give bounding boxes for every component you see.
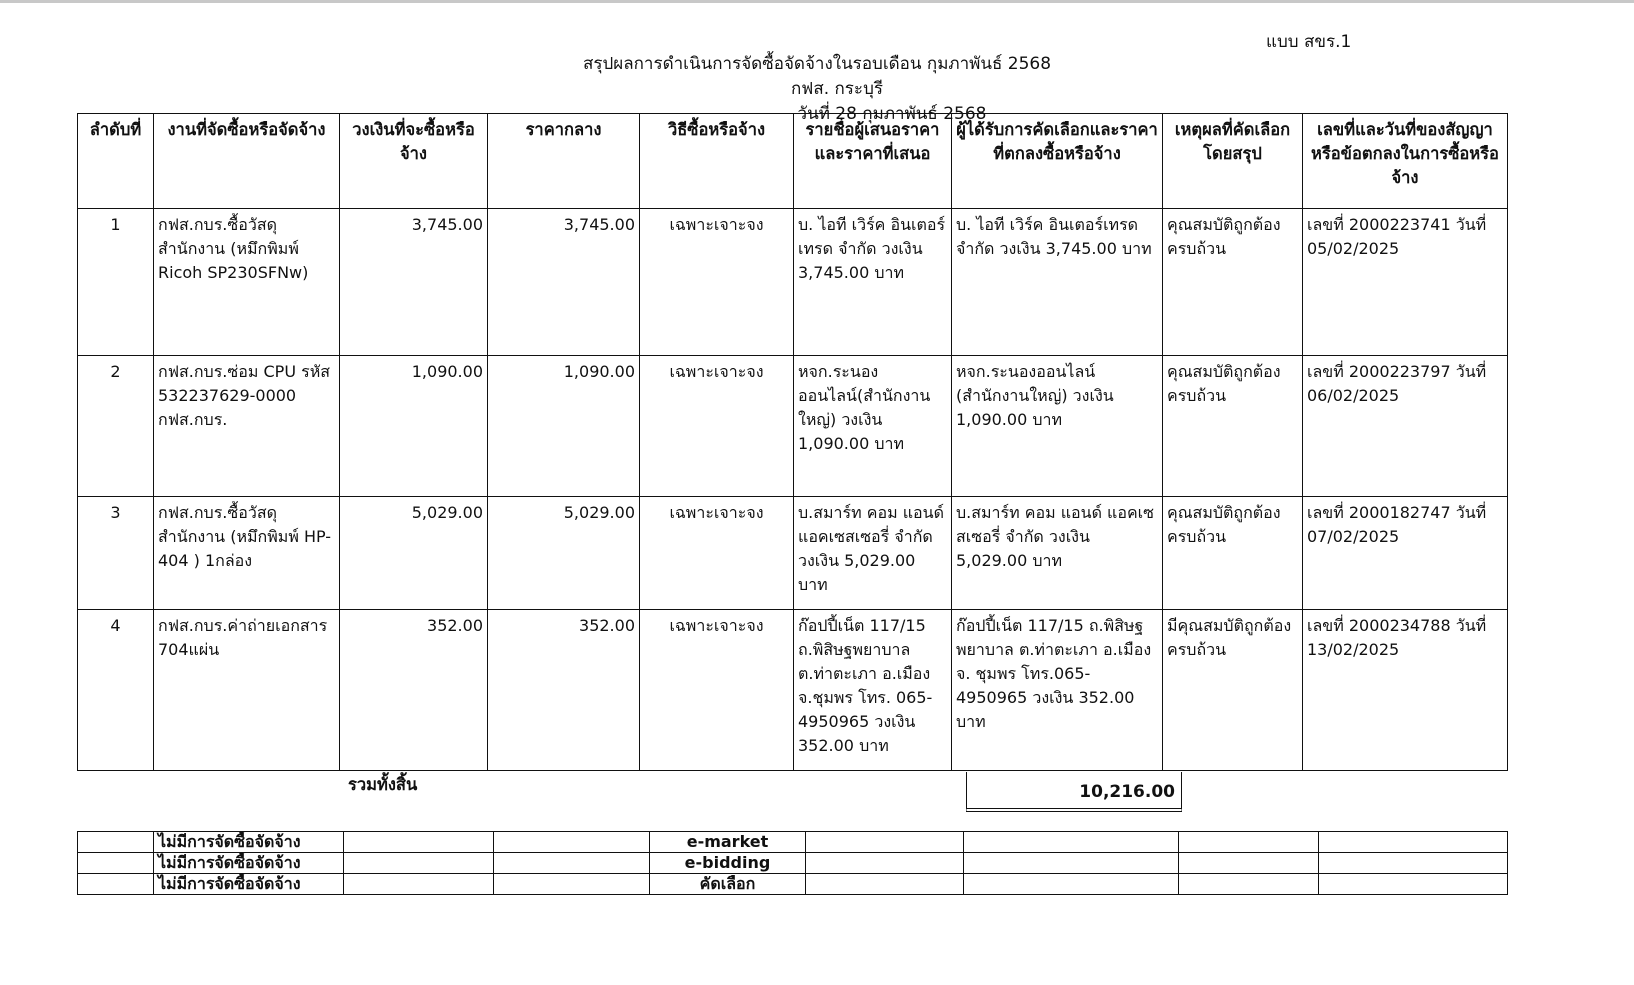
summary-row <box>78 874 1508 895</box>
row-reason: คุณสมบัติถูกต้องครบถ้วน <box>1163 209 1303 356</box>
form-code: แบบ สขร.1 <box>1266 32 1352 52</box>
col-header-contract: เลขที่และวันที่ของสัญญาหรือข้อตกลงในการซื้อหรือจ้าง <box>1303 114 1508 209</box>
col-header-reason: เหตุผลที่คัดเลือกโดยสรุป <box>1163 114 1303 209</box>
row-budget: 352.00 <box>340 610 488 771</box>
table-header-row <box>78 114 1508 209</box>
table-row <box>78 610 1508 771</box>
col-header-median-price: ราคากลาง <box>488 114 640 209</box>
summary-row <box>78 832 1508 853</box>
row-median-price: 5,029.00 <box>488 497 640 610</box>
row-reason: มีคุณสมบัติถูกต้องครบถ้วน <box>1163 610 1303 771</box>
row-contract: เลขที่ 2000182747 วันที่ 07/02/2025 <box>1303 497 1508 610</box>
row-reason: คุณสมบัติถูกต้องครบถ้วน <box>1163 356 1303 497</box>
col-header-no: ลำดับที่ <box>78 114 154 209</box>
col-header-item: งานที่จัดซื้อหรือจัดจ้าง <box>154 114 340 209</box>
row-winner: หจก.ระนองออนไลน์ (สำนักงานใหญ่) วงเงิน 1,090.00 บาท <box>952 356 1163 497</box>
row-item: กฟส.กบร.ซื้อวัสดุสำนักงาน (หมึกพิมพ์ HP-404 ) 1กล่อง <box>154 497 340 610</box>
row-median-price: 1,090.00 <box>488 356 640 497</box>
procurement-table <box>77 113 1508 771</box>
page-top-border <box>0 0 1634 3</box>
row-no: 3 <box>78 497 154 610</box>
summary-row <box>78 853 1508 874</box>
row-bidders: บ. ไอที เวิร์ค อินเตอร์เทรด จำกัด วงเงิน 3,745.00 บาท <box>794 209 952 356</box>
summary-label: ไม่มีการจัดซื้อจัดจ้าง <box>154 832 344 853</box>
row-median-price: 352.00 <box>488 610 640 771</box>
row-winner: บ.สมาร์ท คอม แอนด์ แอคเซสเซอรี่ จำกัด วงเงิน 5,029.00 บาท <box>952 497 1163 610</box>
col-header-winner: ผู้ได้รับการคัดเลือกและราคาที่ตกลงซื้อหรือจ้าง <box>952 114 1163 209</box>
row-budget: 1,090.00 <box>340 356 488 497</box>
method-summary-table <box>77 831 1508 895</box>
row-median-price: 3,745.00 <box>488 209 640 356</box>
row-contract: เลขที่ 2000234788 วันที่ 13/02/2025 <box>1303 610 1508 771</box>
title-date: วันที่ 28 กุมภาพันธ์ 2568 <box>797 104 987 124</box>
row-bidders: บ.สมาร์ท คอม แอนด์ แอคเซสเซอรี่ จำกัด วงเงิน 5,029.00 บาท <box>794 497 952 610</box>
row-winner: บ. ไอที เวิร์ค อินเตอร์เทรด จำกัด วงเงิน 3,745.00 บาท <box>952 209 1163 356</box>
title-line-1: สรุปผลการดำเนินการจัดซื้อจัดจ้างในรอบเดือน กุมภาพันธ์ 2568 <box>582 54 1052 74</box>
row-bidders: หจก.ระนองออนไลน์(สำนักงานใหญ่) วงเงิน 1,090.00 บาท <box>794 356 952 497</box>
col-header-budget: วงเงินที่จะซื้อหรือจ้าง <box>340 114 488 209</box>
row-item: กฟส.กบร.ค่าถ่ายเอกสาร 704แผ่น <box>154 610 340 771</box>
table-row <box>78 209 1508 356</box>
row-no: 4 <box>78 610 154 771</box>
total-label: รวมทั้งสิ้น <box>348 775 418 794</box>
row-bidders: ก๊อปปี้เน็ต 117/15 ถ.พิสิษฐพยาบาล ต.ท่าตะเภา อ.เมือง จ.ชุมพร โทร. 065-4950965 วงเงิน 352.00 บาท <box>794 610 952 771</box>
summary-method: e-market <box>650 832 806 853</box>
row-method: เฉพาะเจาะจง <box>640 356 794 497</box>
row-no: 1 <box>78 209 154 356</box>
row-item: กฟส.กบร.ซื้อวัสดุสำนักงาน (หมึกพิมพ์ Ricoh SP230SFNw) <box>154 209 340 356</box>
summary-method: คัดเลือก <box>650 874 806 895</box>
row-method: เฉพาะเจาะจง <box>640 497 794 610</box>
table-row <box>78 497 1508 610</box>
row-no: 2 <box>78 356 154 497</box>
row-reason: คุณสมบัติถูกต้องครบถ้วน <box>1163 497 1303 610</box>
table-row <box>78 356 1508 497</box>
title-line-2: กฟส. กระบุรี <box>791 79 883 99</box>
row-budget: 5,029.00 <box>340 497 488 610</box>
row-contract: เลขที่ 2000223797 วันที่ 06/02/2025 <box>1303 356 1508 497</box>
row-method: เฉพาะเจาะจง <box>640 610 794 771</box>
summary-label: ไม่มีการจัดซื้อจัดจ้าง <box>154 853 344 874</box>
row-budget: 3,745.00 <box>340 209 488 356</box>
summary-method: e-bidding <box>650 853 806 874</box>
col-header-method: วิธีซื้อหรือจ้าง <box>640 114 794 209</box>
row-item: กฟส.กบร.ซ่อม CPU รหัส 532237629-0000 กฟส.กบร. <box>154 356 340 497</box>
total-value: 10,216.00 <box>1079 782 1175 802</box>
summary-label: ไม่มีการจัดซื้อจัดจ้าง <box>154 874 344 895</box>
col-header-bidders: รายชื่อผู้เสนอราคาและราคาที่เสนอ <box>794 114 952 209</box>
row-winner: ก๊อปปี้เน็ต 117/15 ถ.พิสิษฐพยาบาล ต.ท่าตะเภา อ.เมือง จ. ชุมพร โทร.065-4950965 วงเงิน 352.00 บาท <box>952 610 1163 771</box>
total-box <box>966 772 1182 812</box>
row-method: เฉพาะเจาะจง <box>640 209 794 356</box>
row-contract: เลขที่ 2000223741 วันที่ 05/02/2025 <box>1303 209 1508 356</box>
